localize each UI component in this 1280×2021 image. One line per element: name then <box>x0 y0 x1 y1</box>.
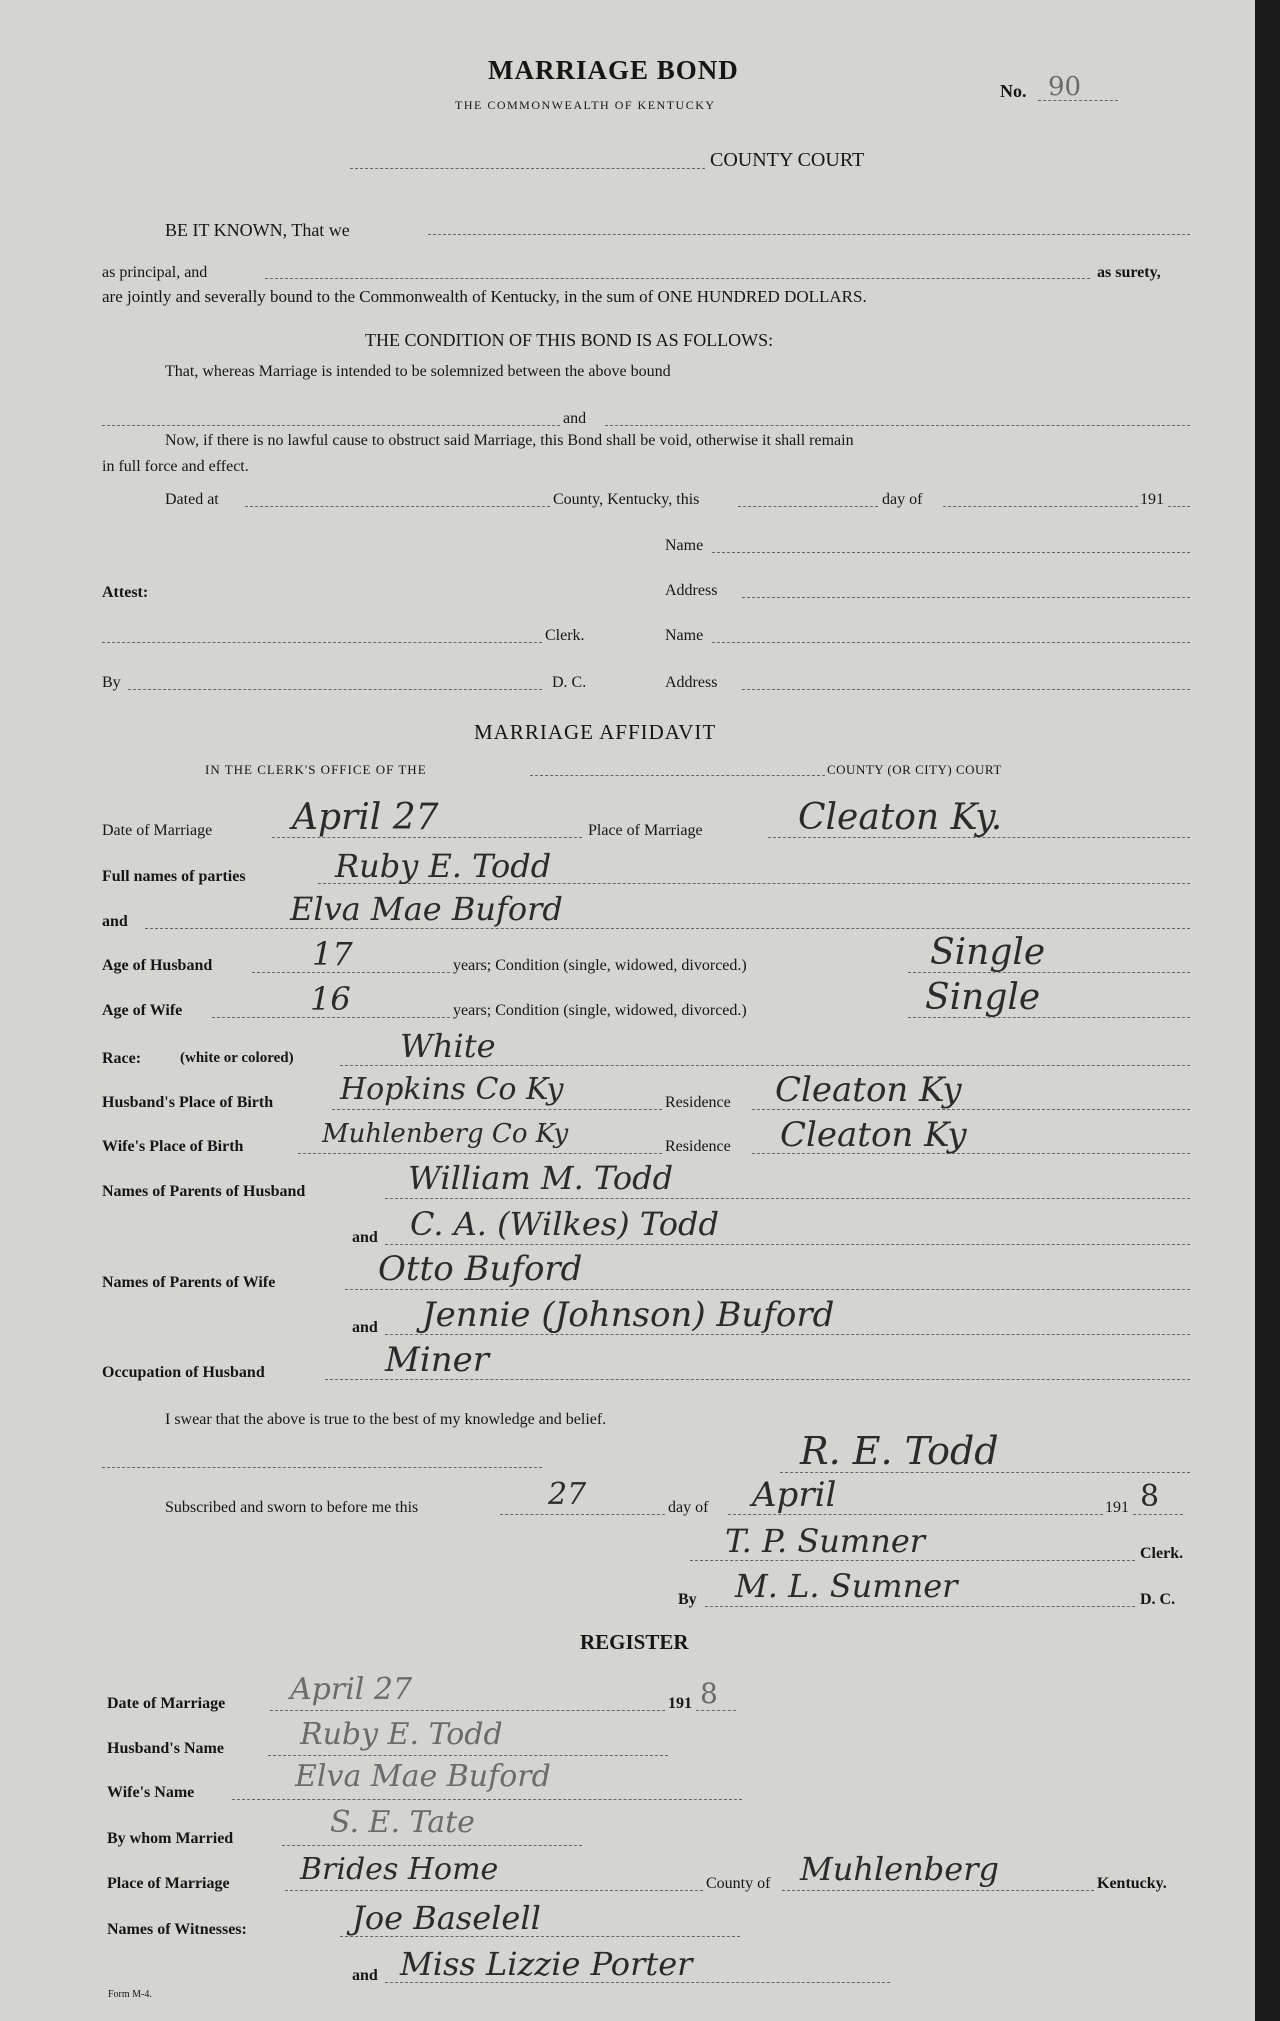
dated-month-line <box>943 506 1138 507</box>
register-witnesses-label: Names of Witnesses: <box>107 1921 247 1938</box>
place-of-marriage-value: Cleaton Ky. <box>798 797 1003 838</box>
register-year-digit: 8 <box>700 1677 718 1710</box>
husband-birth-line <box>332 1109 662 1110</box>
principal-name-label: Name <box>665 627 704 644</box>
register-date-line <box>270 1710 665 1711</box>
mother-husband-and: and <box>352 1229 378 1246</box>
dated-year-line <box>1168 506 1190 507</box>
clerk-signature-line <box>690 1560 1135 1561</box>
register-husband-label: Husband's Name <box>107 1740 224 1757</box>
age-wife-value: 16 <box>310 980 351 1018</box>
register-witnesses-and: and <box>352 1967 378 1984</box>
as-surety: as surety, <box>1097 264 1161 281</box>
principal-address-label: Address <box>665 674 718 691</box>
party-2-line <box>145 928 1190 929</box>
date-of-marriage-value: April 27 <box>292 797 439 838</box>
occupation-value: Miner <box>385 1340 489 1380</box>
now-if-line-1: Now, if there is no lawful cause to obstruct said Marriage, this Bond shall be void, otherwise it shall remain <box>165 432 854 449</box>
race-hint: (white or colored) <box>180 1050 294 1066</box>
register-date-label: Date of Marriage <box>107 1695 226 1712</box>
register-place-line <box>285 1890 703 1891</box>
father-husband-line <box>385 1198 1190 1199</box>
husband-birth-label: Husband's Place of Birth <box>102 1094 274 1111</box>
husband-residence-value: Cleaton Ky <box>775 1070 962 1110</box>
dc-signature-line <box>705 1606 1135 1607</box>
be-it-known-line <box>428 234 1190 235</box>
attest-dc: D. C. <box>552 674 587 691</box>
be-it-known: BE IT KNOWN, That we <box>165 220 350 240</box>
register-wife-value: Elva Mae Buford <box>295 1759 551 1794</box>
clerk-label: Clerk. <box>1140 1545 1184 1562</box>
register-place-label: Place of Marriage <box>107 1875 230 1892</box>
dc-signature: M. L. Sumner <box>735 1567 958 1605</box>
subscribed-text: Subscribed and sworn to before me this <box>165 1499 419 1516</box>
race-line <box>340 1065 1190 1066</box>
age-wife-label: Age of Wife <box>102 1002 183 1019</box>
age-husband-value: 17 <box>312 935 353 973</box>
bond-subtitle: THE COMMONWEALTH OF KENTUCKY <box>455 98 716 112</box>
sworn-month-value: April <box>752 1475 837 1515</box>
surety-address-label: Address <box>665 582 718 599</box>
father-husband-value: William M. Todd <box>408 1159 674 1197</box>
wife-residence-value: Cleaton Ky <box>780 1115 967 1155</box>
attest-clerk-line <box>102 642 542 643</box>
mother-wife-and: and <box>352 1319 378 1336</box>
principal-address-line <box>742 689 1190 690</box>
register-county-value: Muhlenberg <box>800 1850 999 1888</box>
dc-label: D. C. <box>1140 1591 1176 1608</box>
affidavit-office: IN THE CLERK'S OFFICE OF THE <box>205 762 427 777</box>
clerk-signature: T. P. Sumner <box>725 1522 926 1560</box>
sworn-day-of: day of <box>668 1499 709 1516</box>
affidavit-county-court: COUNTY (OR CITY) COURT <box>827 762 1002 777</box>
affiant-signature: R. E. Todd <box>800 1429 999 1473</box>
oath-left-line <box>102 1467 542 1468</box>
bond-title: MARRIAGE BOND <box>488 55 739 85</box>
surety-name-label: Name <box>665 537 704 554</box>
surety-address-line <box>742 597 1190 598</box>
register-title: REGISTER <box>580 1630 689 1654</box>
dated-at-line <box>245 506 550 507</box>
bond-number-value: 90 <box>1048 72 1082 102</box>
register-husband-line <box>268 1755 668 1756</box>
date-of-marriage-label: Date of Marriage <box>102 822 213 839</box>
father-wife-line <box>345 1289 1190 1290</box>
dated-at: Dated at <box>165 491 219 508</box>
register-by-whom-value: S. E. Tate <box>330 1805 475 1840</box>
place-of-marriage-label: Place of Marriage <box>588 822 703 839</box>
principal-name-line <box>712 642 1190 643</box>
between-line-2 <box>605 425 1190 426</box>
dated-day-line <box>738 506 878 507</box>
between-line-1 <box>102 425 560 426</box>
register-husband-value: Ruby E. Todd <box>300 1717 503 1752</box>
sworn-year-line <box>1133 1514 1183 1515</box>
register-by-whom-line <box>282 1845 582 1846</box>
condition-wife-value: Single <box>925 977 1041 1018</box>
as-principal: as principal, and <box>102 264 208 281</box>
sworn-day-line <box>500 1514 665 1515</box>
condition-heading: THE CONDITION OF THIS BOND IS AS FOLLOWS: <box>365 330 774 350</box>
bond-number-label: No. <box>1000 81 1027 101</box>
party-2-value: Elva Mae Buford <box>290 890 563 928</box>
scan-edge <box>1255 0 1280 2021</box>
age-husband-label: Age of Husband <box>102 957 213 974</box>
attest-label: Attest: <box>102 584 149 601</box>
sworn-year-digit: 8 <box>1140 1479 1160 1514</box>
mother-husband-line <box>385 1244 1190 1245</box>
register-by-whom-label: By whom Married <box>107 1830 234 1847</box>
party-1-value: Ruby E. Todd <box>335 847 552 885</box>
parties-and: and <box>102 913 128 930</box>
race-label: Race: <box>102 1050 142 1067</box>
register-witness-1-value: Joe Baselell <box>352 1899 541 1937</box>
county-court-line <box>350 168 705 169</box>
mother-husband-value: C. A. (Wilkes) Todd <box>410 1205 719 1243</box>
principal-line <box>265 278 1090 279</box>
mother-wife-value: Jennie (Johnson) Buford <box>422 1295 835 1335</box>
sworn-day-value: 27 <box>548 1477 587 1512</box>
register-county-line <box>782 1890 1094 1891</box>
dc-by-label: By <box>678 1591 697 1608</box>
county-ky-this: County, Kentucky, this <box>553 491 700 508</box>
form-number: Form M-4. <box>108 1989 152 2000</box>
dated-year-prefix: 191 <box>1140 491 1164 508</box>
attest-by-line <box>128 689 542 690</box>
affidavit-office-line <box>530 775 825 776</box>
race-value: White <box>400 1027 496 1065</box>
register-kentucky: Kentucky. <box>1097 1875 1167 1892</box>
jointly-bound: are jointly and severally bound to the Commonwealth of Kentucky, in the sum of ONE HUNDRED DOLLARS. <box>102 287 867 306</box>
sworn-year-prefix: 191 <box>1105 1499 1129 1516</box>
husband-residence-label: Residence <box>665 1094 731 1111</box>
attest-clerk: Clerk. <box>545 627 585 644</box>
father-wife-value: Otto Buford <box>378 1249 583 1289</box>
swear-text: I swear that the above is true to the best of my knowledge and belief. <box>165 1411 607 1428</box>
wife-birth-label: Wife's Place of Birth <box>102 1138 244 1155</box>
full-names-label: Full names of parties <box>102 868 246 885</box>
occupation-label: Occupation of Husband <box>102 1364 265 1381</box>
bond-county-court: COUNTY COURT <box>710 149 865 171</box>
wife-birth-line <box>298 1153 662 1154</box>
surety-name-line <box>712 552 1190 553</box>
register-date-value: April 27 <box>290 1672 413 1707</box>
wife-birth-value: Muhlenberg Co Ky <box>322 1119 569 1149</box>
condition-husband-value: Single <box>930 932 1046 973</box>
register-county-of: County of <box>706 1875 771 1892</box>
wife-residence-label: Residence <box>665 1138 731 1155</box>
dated-day-of: day of <box>882 491 923 508</box>
attest-by: By <box>102 674 121 691</box>
register-place-value: Brides Home <box>300 1852 499 1887</box>
between-and: and <box>563 410 587 427</box>
now-if-line-2: in full force and effect. <box>102 458 249 475</box>
register-witness-2-value: Miss Lizzie Porter <box>400 1945 693 1983</box>
husband-birth-value: Hopkins Co Ky <box>340 1072 564 1107</box>
affidavit-title: MARRIAGE AFFIDAVIT <box>474 720 717 744</box>
parents-husband-label: Names of Parents of Husband <box>102 1183 306 1200</box>
condition-wife-label: years; Condition (single, widowed, divorced.) <box>453 1002 747 1019</box>
register-wife-line <box>232 1799 742 1800</box>
condition-husband-label: years; Condition (single, widowed, divorced.) <box>453 957 747 974</box>
register-wife-label: Wife's Name <box>107 1784 195 1801</box>
register-year-prefix: 191 <box>668 1695 692 1712</box>
whereas-text: That, whereas Marriage is intended to be solemnized between the above bound <box>165 363 671 380</box>
parents-wife-label: Names of Parents of Wife <box>102 1274 276 1291</box>
register-year-line <box>696 1710 736 1711</box>
